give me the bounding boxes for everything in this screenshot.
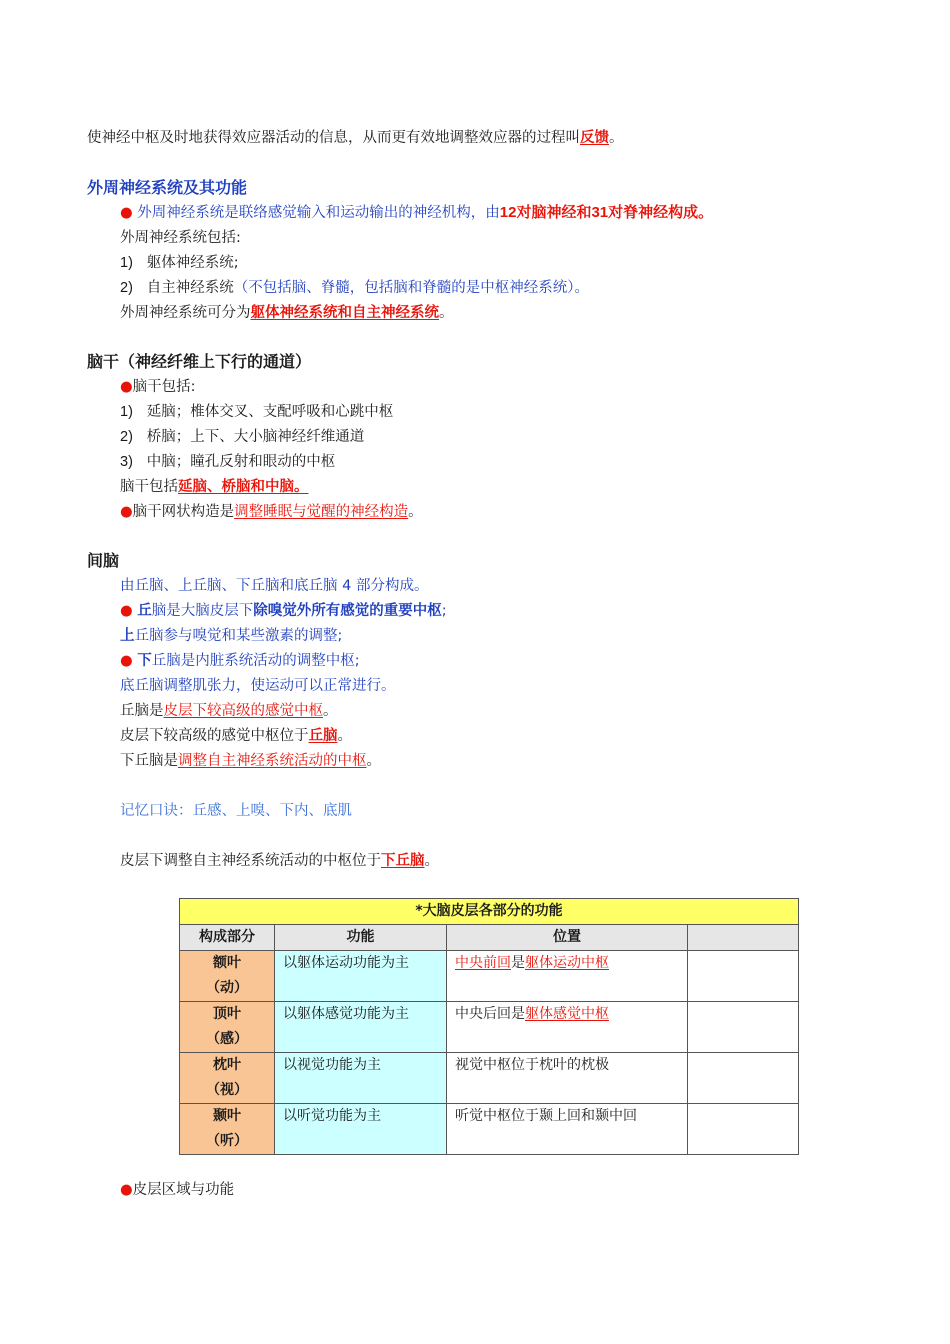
location-cell: 听觉中枢位于颞上回和颞中回: [447, 1104, 688, 1155]
table-row: [180, 1053, 799, 1104]
quiz-end: 。: [337, 728, 352, 744]
bullet-icon: ●: [120, 653, 133, 669]
intro-text: 使神经中枢及时地获得效应器活动的信息，从而更有效地调整效应器的过程叫: [87, 130, 580, 146]
quiz-line-3: [120, 751, 381, 771]
hypothalamus-rest: 丘脑是内脏系统活动的调整中枢;: [151, 653, 360, 669]
location-a: 中央后回: [455, 1006, 511, 1022]
brainstem-summary-line: [120, 477, 309, 497]
thalamus-lead: 丘: [137, 603, 152, 619]
part-name: 额叶: [213, 955, 241, 971]
brainstem-reticular-key: 调整睡眠与觉醒的神经构造: [234, 504, 409, 520]
cortex-function-table: [179, 898, 799, 1155]
table-header: [688, 925, 799, 951]
bullet-icon: ●: [120, 379, 133, 395]
brainstem-includes: 脑干包括:: [132, 379, 196, 395]
footer-line: [120, 1180, 234, 1200]
quiz-line-4: [120, 851, 439, 871]
brainstem-item-1: [120, 402, 393, 422]
thalamus-end: ;: [441, 603, 447, 619]
quiz-key: 皮层下较高级的感觉中枢: [163, 703, 323, 719]
location-c: 躯体运动中枢: [525, 955, 609, 971]
part-cell: [180, 1002, 275, 1053]
list-text: 自主神经系统: [146, 280, 234, 296]
quiz-text: 丘脑是: [120, 703, 164, 719]
table-row: [180, 1002, 799, 1053]
table-header: 功能: [275, 925, 447, 951]
intro-line: [87, 128, 624, 148]
intro-end: 。: [609, 130, 624, 146]
location-cell: 视觉中枢位于枕叶的枕极: [447, 1053, 688, 1104]
thalamus-line: [120, 601, 447, 621]
quiz-text: 下丘脑是: [120, 753, 178, 769]
list-number: 2): [120, 280, 133, 296]
part-sub: （听）: [206, 1133, 248, 1149]
bullet-icon: ●: [120, 504, 133, 520]
empty-cell: [688, 1002, 799, 1053]
epithalamus-lead: 上: [120, 628, 135, 644]
quiz-key: 下丘脑: [381, 853, 425, 869]
mnemonic: 记忆口诀：丘感、上嗅、下内、底肌: [120, 803, 352, 819]
list-text: 延脑；椎体交叉、支配呼吸和心跳中枢: [146, 404, 394, 420]
bullet-icon: ●: [120, 603, 133, 619]
part-cell: [180, 1053, 275, 1104]
intro-key: 反馈: [580, 130, 609, 146]
brainstem-summary-text: 脑干包括: [120, 479, 178, 495]
brainstem-summary-key: 延脑、桥脑和中脑。: [178, 479, 309, 495]
list-number: 2): [120, 429, 133, 445]
pns-includes: 外周神经系统包括:: [120, 230, 241, 246]
list-number: 1): [120, 255, 133, 271]
epithalamus-rest: 丘脑参与嗅觉和某些激素的调整;: [134, 628, 343, 644]
list-text: 桥脑；上下、大小脑神经纤维通道: [146, 429, 365, 445]
location-cell: [447, 951, 688, 1002]
pns-bullet-line: [120, 203, 713, 223]
pns-item-1: [120, 253, 239, 273]
part-cell: [180, 1104, 275, 1155]
bullet-icon: ●: [120, 1182, 133, 1198]
part-sub: （感）: [206, 1031, 248, 1047]
quiz-end: 。: [323, 703, 338, 719]
location-a: 中央前回: [455, 955, 511, 971]
pns-bullet-key: 12对脑神经和31对脊神经构成。: [499, 204, 714, 221]
list-text: 中脑；瞳孔反射和眼动的中枢: [146, 454, 336, 470]
diencephalon-composition: 由丘脑、上丘脑、下丘脑和底丘脑 4 部分构成。: [120, 578, 429, 594]
list-text: 躯体神经系统;: [146, 255, 239, 271]
part-name: 顶叶: [213, 1006, 241, 1022]
brainstem-includes-line: [120, 377, 196, 397]
pns-heading: 外周神经系统及其功能: [87, 178, 248, 197]
part-cell: [180, 951, 275, 1002]
diencephalon-heading: 间脑: [87, 551, 120, 570]
quiz-text: 皮层下调整自主神经系统活动的中枢位于: [120, 853, 381, 869]
empty-cell: [688, 1104, 799, 1155]
location-b: 是: [511, 1006, 525, 1022]
brainstem-reticular-end: 。: [408, 504, 423, 520]
thalamus-key: 除嗅觉外所有感觉的重要中枢: [253, 603, 442, 619]
location-cell: [447, 1002, 688, 1053]
empty-cell: [688, 1053, 799, 1104]
function-cell: 以视觉功能为主: [275, 1053, 447, 1104]
quiz-line-2: [120, 726, 352, 746]
function-cell: 以听觉功能为主: [275, 1104, 447, 1155]
subthalamus-line: 底丘脑调整肌张力，使运动可以正常进行。: [120, 678, 396, 694]
quiz-key: 调整自主神经系统活动的中枢: [178, 753, 367, 769]
empty-cell: [688, 951, 799, 1002]
list-note: （不包括脑、脊髓，包括脑和脊髓的是中枢神经系统）。: [233, 280, 589, 296]
quiz-end: 。: [424, 853, 439, 869]
brainstem-reticular-text: 脑干网状构造是: [132, 504, 235, 520]
part-sub: （动）: [206, 980, 248, 996]
function-cell: 以躯体感觉功能为主: [275, 1002, 447, 1053]
quiz-key: 丘脑: [308, 728, 338, 744]
hypothalamus-lead: 下: [137, 653, 152, 669]
table-header: 位置: [447, 925, 688, 951]
quiz-end: 。: [366, 753, 381, 769]
pns-divide-key: 躯体神经系统和自主神经系统: [250, 305, 439, 321]
table-caption: *大脑皮层各部分的功能: [180, 899, 799, 925]
list-number: 1): [120, 404, 133, 420]
pns-bullet-text: 外周神经系统是联络感觉输入和运动输出的神经机构，由: [137, 205, 500, 221]
brainstem-item-2: [120, 427, 364, 447]
list-number: 3): [120, 454, 133, 470]
bullet-icon: ●: [120, 205, 133, 221]
brainstem-reticular-line: [120, 502, 423, 522]
part-sub: （视）: [206, 1082, 248, 1098]
part-name: 颞叶: [213, 1108, 241, 1124]
hypothalamus-line: [120, 651, 360, 671]
quiz-line-1: [120, 701, 338, 721]
function-cell: 以躯体运动功能为主: [275, 951, 447, 1002]
location-b: 是: [511, 955, 525, 971]
thalamus-mid: 脑是大脑皮层下: [151, 603, 254, 619]
quiz-text: 皮层下较高级的感觉中枢位于: [120, 728, 309, 744]
table-row: [180, 951, 799, 1002]
brainstem-item-3: [120, 452, 335, 472]
table-header-row: [180, 925, 799, 951]
pns-divide-line: [120, 303, 454, 323]
pns-divide-end: 。: [439, 305, 454, 321]
epithalamus-line: [120, 626, 342, 646]
table-header: 构成部分: [180, 925, 275, 951]
location-c: 躯体感觉中枢: [525, 1006, 609, 1022]
part-name: 枕叶: [213, 1057, 241, 1073]
table-row: [180, 1104, 799, 1155]
pns-divide-text: 外周神经系统可分为: [120, 305, 251, 321]
pns-item-2: [120, 278, 589, 298]
brainstem-heading: 脑干（神经纤维上下行的通道）: [87, 352, 312, 371]
footer-text: 皮层区域与功能: [132, 1182, 235, 1198]
